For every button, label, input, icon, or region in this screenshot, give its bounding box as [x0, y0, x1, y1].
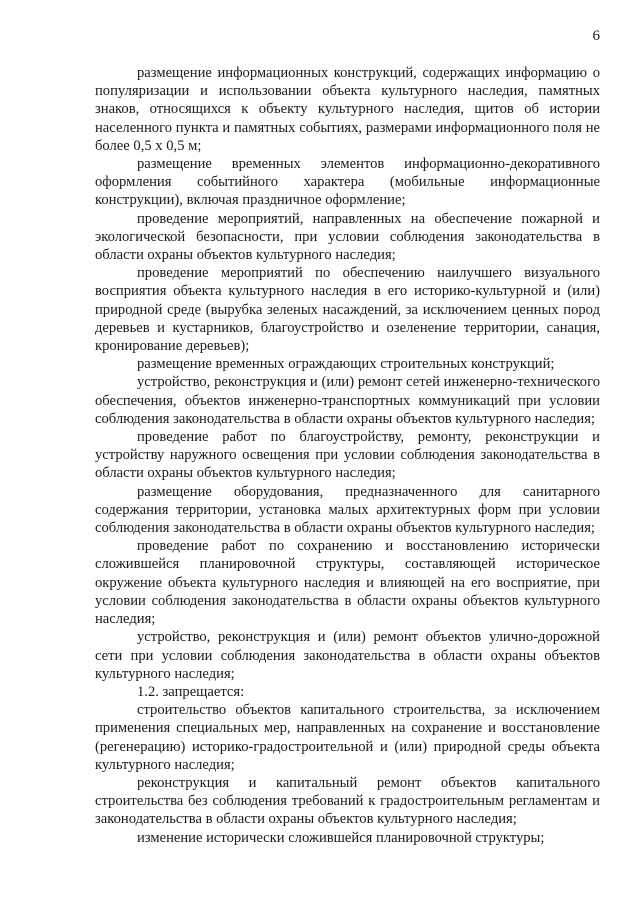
- paragraph: размещение временных элементов информационно-декоративного оформления событийного характера (мобильные информационные конструкции), включая праздничное оформление;: [95, 156, 600, 209]
- paragraph: размещение информационных конструкций, содержащих информацию о популяризации и использовании объекта культурного наследия, памятных знаков, относящихся к объекту культурного наследия, щитов об истории населенного пункта и памятных событиях, размерами информационного поля не более 0,5 х 0,5 м;: [95, 65, 600, 154]
- section-heading: 1.2. запрещается:: [137, 683, 245, 700]
- document-body: [95, 64, 600, 847]
- paragraph: изменение исторически сложившейся планировочной структуры;: [137, 829, 545, 846]
- paragraph: устройство, реконструкция и (или) ремонт объектов улично-дорожной сети при условии соблюдения законодательства в области охраны объектов культурного наследия;: [95, 629, 600, 682]
- paragraph: реконструкция и капитальный ремонт объектов капитального строительства без соблюдения требований к градостроительным регламентам и законодательства в области охраны объектов культурного наследия;: [95, 774, 600, 828]
- paragraph: проведение мероприятий, направленных на обеспечение пожарной и экологической безопасности, при условии соблюдения законодательства в области охраны объектов культурного наследия;: [95, 210, 600, 264]
- paragraph: проведение мероприятий по обеспечению наилучшего визуального восприятия объекта культурного наследия в его историко-культурной и (или) природной среде (вырубка зеленых насаждений, за исключением ценных пород деревьев и кустарников, благоустройство и озеленение территории, санация, кронирование деревьев);: [95, 265, 600, 355]
- paragraph: проведение работ по сохранению и восстановлению исторически сложившейся планировочной структуры, составляющей историческое окружение объекта культурного наследия и влияющей на его восприятие, при условии соблюдения законодательства в области охраны объектов культурного наследия;: [95, 538, 600, 628]
- paragraph: проведение работ по благоустройству, ремонту, реконструкции и устройству наружного освещения при условии соблюдения законодательства в области охраны объектов культурного наследия;: [95, 429, 600, 482]
- paragraph: устройство, реконструкция и (или) ремонт сетей инженерно-технического обеспечения, объектов инженерно-транспортных коммуникаций при условии соблюдения законодательства в области охраны объектов культурного наследия;: [95, 374, 600, 427]
- paragraph: размещение временных ограждающих строительных конструкций;: [137, 356, 555, 373]
- paragraph: размещение оборудования, предназначенного для санитарного содержания территории, установка малых архитектурных форм при условии соблюдения законодательства в области охраны объектов культурного наследия;: [95, 483, 600, 537]
- page-number: 6: [592, 28, 600, 44]
- paragraph: строительство объектов капитального строительства, за исключением применения специальных мер, направленных на сохранение и восстановление (регенерацию) историко-градостроительной и (или) природной среды объекта культурного наследия;: [95, 702, 600, 773]
